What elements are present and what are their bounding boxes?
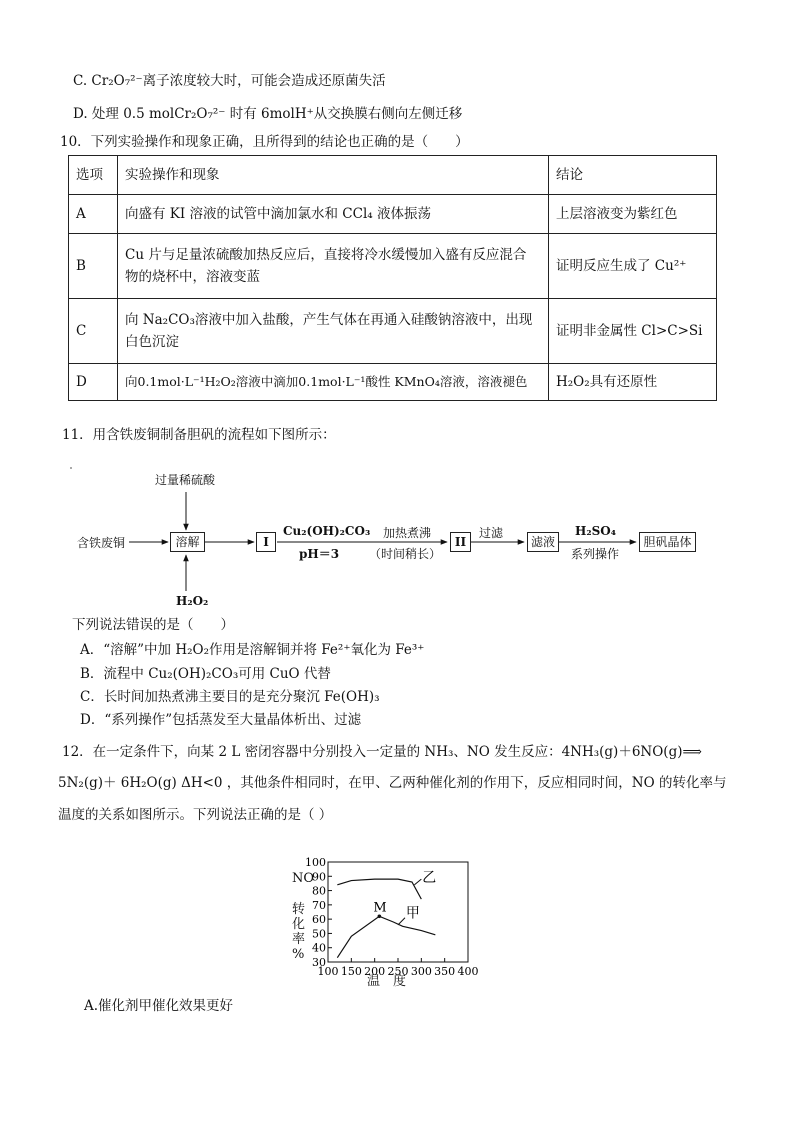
- legend-leader-jia: [398, 918, 405, 925]
- flow-step-filter: 过滤: [479, 526, 504, 540]
- x-tick-label: 100: [317, 965, 339, 978]
- y-tick-label: 40: [312, 941, 326, 955]
- series-label-yi: 乙: [422, 870, 437, 886]
- flow-reagent-2: H₂SO₄: [575, 524, 616, 538]
- x-tick-label: 400: [457, 965, 479, 978]
- table-header-conclusion: 结论: [549, 156, 717, 195]
- y-tick-label: 90: [312, 870, 326, 884]
- flow-step-series: 系列操作: [571, 547, 620, 561]
- q11-option-b: B．流程中 Cu₂(OH)₂CO₃可用 CuO 代替: [80, 666, 331, 682]
- chart-frame: [328, 862, 468, 962]
- row-option: B: [69, 234, 118, 299]
- q11-stem: 11．用含铁废铜制备胆矾的流程如下图所示：: [62, 427, 336, 443]
- q11-option-a: A．“溶解”中加 H₂O₂作用是溶解铜并将 Fe²⁺氧化为 Fe³⁺: [80, 642, 425, 658]
- q12-option-a: A.催化剂甲催化效果更好: [84, 998, 234, 1014]
- row-conclusion: 证明非金属性 Cl>C>Si: [549, 299, 717, 364]
- row-operation: 向盛有 KI 溶液的试管中滴加氯水和 CCl₄ 液体振荡: [118, 195, 549, 234]
- q9-option-c: C. Cr₂O₇²⁻离子浓度较大时，可能会造成还原菌失活: [73, 73, 386, 89]
- flow-ph: pH＝3: [299, 547, 340, 561]
- q12-stem-line2: 5N₂(g)＋ 6H₂O(g) ΔH<0 ，其他条件相同时，在甲、乙两种催化剂的作用下，反应相同时间，NO 的转化率与: [58, 775, 727, 791]
- q10-stem: 10．下列实验操作和现象正确，且所得到的结论也正确的是（ ）: [60, 134, 469, 150]
- flow-start: 含铁废铜: [77, 536, 126, 550]
- row-conclusion: 上层溶液变为紫红色: [549, 195, 717, 234]
- x-tick-label: 300: [410, 965, 432, 978]
- y-tick-label: 80: [312, 884, 326, 898]
- row-option: D: [69, 364, 118, 401]
- q9-option-d: D. 处理 0.5 molCr₂O₇²⁻ 时有 6molH⁺从交换膜右侧向左侧迁移: [73, 106, 463, 122]
- legend-leader-yi: [414, 879, 421, 885]
- q11-option-c: C．长时间加热煮沸主要目的是充分聚沉 Fe(OH)₃: [80, 689, 380, 705]
- flow-top-reagent: 过量稀硫酸: [155, 473, 216, 487]
- row-option: A: [69, 195, 118, 234]
- q11-option-d: D．“系列操作”包括蒸发至大量晶体析出、过滤: [80, 712, 362, 728]
- series-line-jia: [337, 916, 435, 957]
- flow-step-boil-note: （时间稍长）: [369, 547, 442, 561]
- chart-ylabel-char: %: [292, 947, 305, 962]
- row-operation: Cu 片与足量浓硫酸加热反应后，直接将冷水缓慢加入盛有反应混合 物的烧杯中，溶液变蓝: [118, 234, 549, 299]
- flow-box-filtrate: 滤液: [527, 532, 559, 552]
- y-tick-label: 60: [312, 913, 326, 927]
- chart-ylabel-char: 化: [292, 917, 306, 932]
- x-tick-label: 250: [387, 965, 409, 978]
- chart-xlabel: 温 度: [367, 974, 407, 989]
- q12-stem-line1: 12．在一定条件下，向某 2 L 密闭容器中分别投入一定量的 NH₃、NO 发生反应：4NH₃(g)＋6NO(g)⟹: [62, 744, 702, 760]
- chart-ylabel-no: NO: [292, 871, 315, 886]
- chart-ylabel-char: 转: [292, 902, 306, 917]
- chart-ylabel-char: 率: [292, 932, 306, 947]
- row-conclusion: 证明反应生成了 Cu²⁺: [549, 234, 717, 299]
- y-tick-label: 50: [312, 927, 326, 941]
- x-tick-label: 200: [364, 965, 386, 978]
- table-header-operation: 实验操作和现象: [118, 156, 549, 195]
- flow-box-1: I: [256, 532, 276, 552]
- annotation-label: M: [373, 900, 387, 916]
- flow-bottom-reagent: H₂O₂: [176, 594, 209, 608]
- table-header-option: 选项: [69, 156, 118, 195]
- y-tick-label: 30: [312, 956, 326, 969]
- x-tick-label: 350: [434, 965, 456, 978]
- flow-box-dissolve: 溶解: [170, 532, 205, 552]
- series-line-yi: [337, 879, 421, 899]
- flow-box-product: 胆矾晶体: [639, 532, 696, 552]
- flow-box-2: II: [450, 532, 471, 552]
- y-tick-label: 70: [312, 898, 326, 912]
- y-tick-label: 100: [305, 856, 326, 869]
- chart-svg: [300, 852, 480, 987]
- row-option: C: [69, 299, 118, 364]
- q12-stem-line3: 温度的关系如图所示。下列说法正确的是（ ）: [58, 807, 333, 823]
- row-operation: 向0.1mol·L⁻¹H₂O₂溶液中滴加0.1mol·L⁻¹酸性 KMnO₄溶液，溶液褪色: [118, 364, 549, 401]
- row-operation: 向 Na₂CO₃溶液中加入盐酸，产生气体在再通入硅酸钠溶液中，出现 白色沉淀: [118, 299, 549, 364]
- series-label-jia: 甲: [405, 905, 420, 922]
- row-conclusion: H₂O₂具有还原性: [549, 364, 717, 401]
- flow-reagent-1: Cu₂(OH)₂CO₃: [283, 524, 371, 538]
- q11-question: 下列说法错误的是（ ）: [72, 617, 234, 633]
- flow-step-boil: 加热煮沸: [383, 526, 432, 540]
- x-tick-label: 150: [340, 965, 362, 978]
